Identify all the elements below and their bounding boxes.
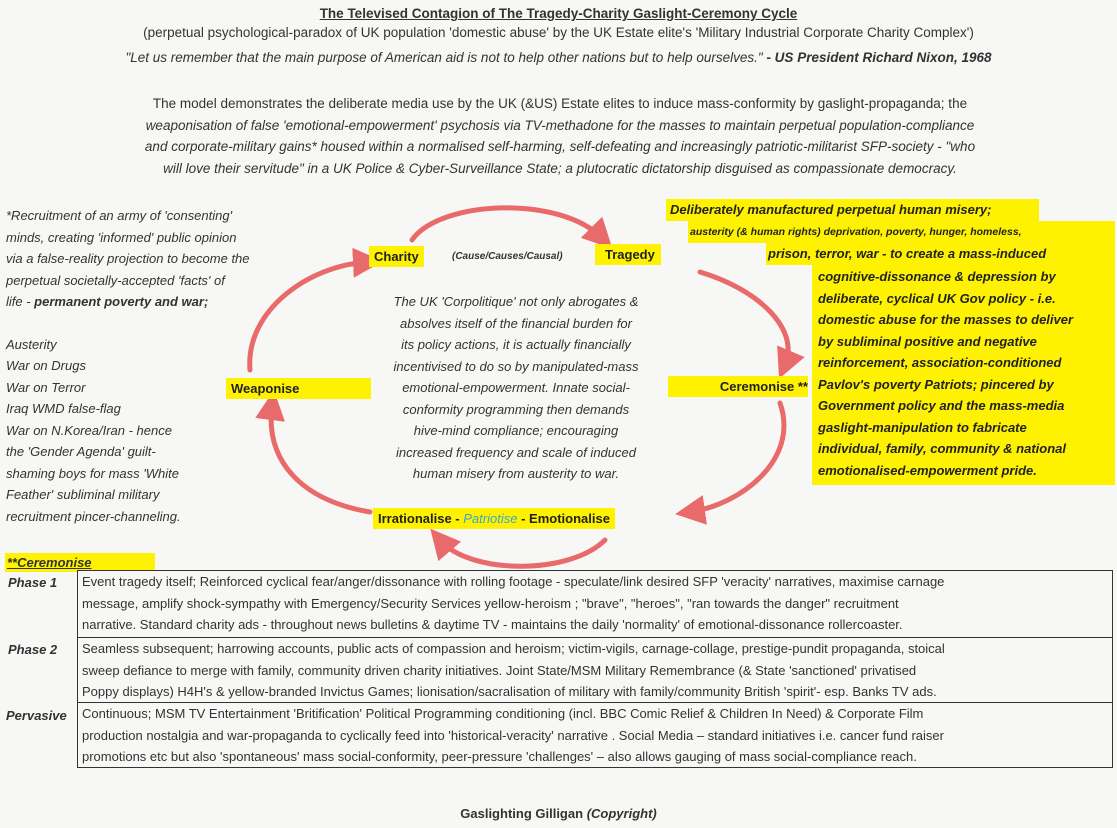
quote-text: "Let us remember that the main purpose of American aid is not to help other nations but to help ourselves.": [125, 50, 763, 65]
center-line: its policy actions, it is actually financially: [401, 337, 631, 352]
list-item: shaming boys for mass 'White: [6, 465, 179, 481]
intro-line: will love their servitude" in a UK Police & Cyber-Surveillance State; a plutocratic dictatorship disguised as compassionate democracy.: [163, 160, 957, 176]
page-title: The Televised Contagion of The Tragedy-Charity Gaslight-Ceremony Cycle: [319, 6, 798, 21]
right-box-line: prison, terror, war - to create a mass-induced: [768, 246, 1047, 261]
quote-attribution: - US President Richard Nixon, 1968: [766, 50, 992, 65]
center-line: incentivised to do so by manipulated-mass: [393, 358, 639, 374]
right-box-body-text: [818, 266, 1073, 481]
list-item: War on Drugs: [6, 358, 86, 373]
list-item: Iraq WMD false-flag: [6, 401, 121, 416]
center-line: emotional-empowerment. Innate social-: [402, 380, 630, 395]
phase-line: message, amplify shock-sympathy with Emergency/Security Services yellow-heroism ; "brave", "heroes", "ran towards the danger" recruitment: [82, 595, 899, 611]
phase-label: Pervasive: [6, 708, 67, 723]
right-box-line: cognitive-dissonance & depression by: [818, 269, 1056, 284]
center-line: hive-mind compliance; encouraging: [413, 423, 619, 438]
left-para-text: life -: [6, 294, 35, 309]
intro-line: The model demonstrates the deliberate media use by the UK (&US) Estate elites to induce mass-conformity by gaslight-propaganda; the: [152, 96, 968, 111]
node-ceremonise: Ceremonise **: [668, 376, 808, 397]
arrow-irrationalise-to-weaponise: [271, 405, 370, 512]
left-para-line: minds, creating 'informed' public opinion: [6, 229, 237, 245]
right-box-line: Pavlov's poverty Patriots; pincered by: [818, 376, 1054, 392]
phase-label: Phase 1: [8, 575, 58, 590]
phase-line: Seamless subsequent; harrowing accounts, public acts of compassion and heroism; victim-vigils, carnage-collage, prestige-pundit propaganda, stoical: [82, 641, 945, 656]
center-line: absolves itself of the financial burden for: [400, 315, 632, 331]
irrationalise-label: Irrationalise -: [378, 511, 460, 526]
node-tragedy: Tragedy: [595, 244, 661, 265]
intro-line: weaponisation of false 'emotional-empowerment' psychosis via TV-methadone for the masses to maintain perpetual population-compliance: [145, 117, 975, 133]
list-item: recruitment pincer-channeling.: [6, 508, 181, 524]
phase-line: narrative. Standard charity ads - throughout news bulletins & daytime TV - maintains the daily 'normality' of emotional-dissonance rollercoaster.: [82, 617, 903, 632]
phase-line: production nostalgia and war-propaganda to cyclically feed into 'historical-veracity' narrative . Social Media – standard initiatives i.e. cancer fund raiser: [82, 727, 944, 743]
list-item: Feather' subliminal military: [6, 487, 160, 502]
phase-1-box: [77, 570, 1113, 638]
list-item: the 'Gender Agenda' guilt-: [6, 444, 156, 459]
phase-line: promotions etc but also 'spontaneous' mass social-conformity, peer-pressure 'challenges' – also allows gauging of mass social-compliance reach.: [82, 749, 917, 764]
patriotise-label: Patriotise: [463, 511, 518, 526]
phase-2-box: [77, 637, 1113, 703]
footer-credit: [0, 806, 1117, 821]
ceremonise-heading: **Ceremonise: [5, 553, 155, 572]
right-box-line: austerity (& human rights) deprivation, poverty, hunger, homeless,: [690, 226, 1022, 238]
intro-line: and corporate-military gains* housed within a normalised self-harming, self-defeating and increasingly patriotic-militarist SFP-society - "who: [144, 139, 976, 154]
center-line: increased frequency and scale of induced: [396, 444, 636, 460]
footer-copyright: (Copyright): [586, 806, 657, 821]
arrow-weaponise-to-charity: [250, 262, 368, 370]
center-line: conformity programming then demands: [402, 401, 630, 417]
right-box-heading: Deliberately manufactured perpetual human misery;: [670, 202, 992, 217]
emotionalise-label: - Emotionalise: [521, 511, 610, 526]
left-para-line: *Recruitment of an army of 'consenting': [6, 208, 233, 223]
cycle-center-text: [372, 291, 660, 485]
arrow-ceremonise-to-emotionalise: [690, 403, 784, 512]
node-irrationalise-patriotise-emotionalise: [373, 508, 615, 529]
phase-line: Poppy displays) H4H's & yellow-branded Invictus Games; lionisation/sacralisation of military with family/community British 'spirit'- esp. Banks TV ads.: [82, 684, 937, 699]
phase-line: Continuous; MSM TV Entertainment 'Britification' Political Programming conditioning (incl. BBC Comic Relief & Children In Need) & Corporate Film: [82, 706, 924, 721]
left-para-line: perpetual societally-accepted 'facts' of: [6, 272, 225, 288]
list-item: War on Terror: [6, 379, 86, 395]
left-para-emphasis: permanent poverty and war;: [34, 294, 209, 309]
right-box-line: domestic abuse for the masses to deliver: [818, 312, 1074, 327]
center-line: human misery from austerity to war.: [412, 466, 620, 481]
right-box-line: gaslight-manipulation to fabricate: [818, 419, 1027, 435]
left-para-line: via a false-reality projection to become the: [6, 251, 250, 266]
arrow-tragedy-to-ceremonise: [700, 272, 788, 365]
right-box-line: Government policy and the mass-media: [818, 398, 1065, 413]
right-box-line: emotionalised-empowerment pride.: [818, 462, 1037, 478]
page-subtitle: (perpetual psychological-paradox of UK population 'domestic abuse' by the UK Estate elite's 'Military Industrial Corporate Charity Complex'): [143, 25, 974, 40]
right-box-line: deliberate, cyclical UK Gov policy - i.e.: [818, 290, 1056, 306]
arrow-charity-to-tragedy: [412, 208, 602, 240]
node-cause-label: (Cause/Causes/Causal): [452, 251, 563, 262]
node-weaponise: Weaponise: [226, 378, 371, 399]
phase-label: Phase 2: [8, 642, 58, 657]
arrow-emotionalise-to-irrationalise: [440, 540, 605, 566]
right-box-line: reinforcement, association-conditioned: [818, 355, 1062, 370]
right-box-line: individual, family, community & national: [818, 441, 1066, 456]
phase-line: Event tragedy itself; Reinforced cyclical fear/anger/dissonance with rolling footage - speculate/link desired SFP 'veracity' narratives, maximise carnage: [82, 574, 945, 589]
node-charity: Charity: [369, 246, 424, 267]
phase-line: sweep defiance to merge with family, community driven charity initiatives. Joint State/MSM Military Remembrance (& State 'sanctioned' privatised: [82, 662, 917, 678]
center-line: The UK 'Corpolitique' not only abrogates &: [393, 294, 639, 309]
right-box-line: by subliminal positive and negative: [818, 333, 1037, 349]
footer-author: Gaslighting Gilligan: [460, 806, 584, 821]
pervasive-box: [77, 702, 1113, 768]
list-item: Austerity: [6, 336, 57, 352]
list-item: War on N.Korea/Iran - hence: [6, 422, 172, 438]
